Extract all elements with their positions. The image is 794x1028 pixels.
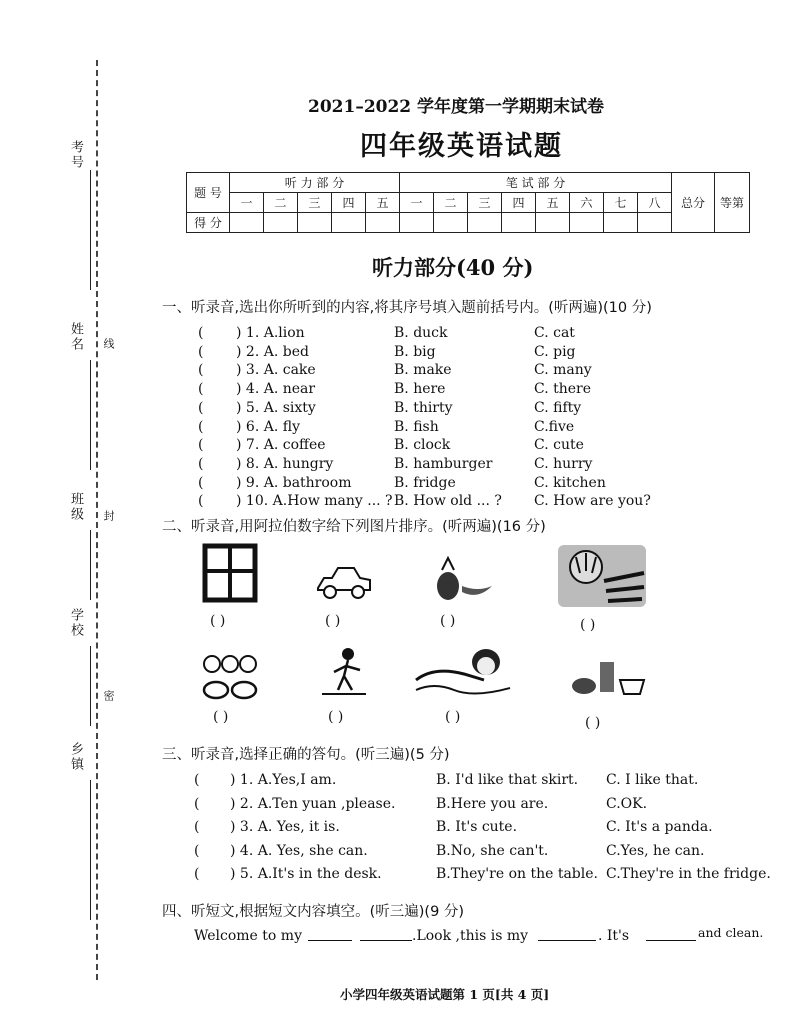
binding-margin xyxy=(0,0,150,1028)
section2-heading: 二、听录音,用阿拉伯数字给下列图片排序。(听两遍)(16 分) xyxy=(162,519,546,535)
town-label: 乡镇 xyxy=(68,742,83,772)
col-header: 六 xyxy=(570,193,604,213)
question-row xyxy=(194,772,774,790)
option-c: C. kitchen xyxy=(534,474,606,491)
school-line xyxy=(90,646,91,726)
exam-no-label: 考号 xyxy=(68,140,83,170)
option-a: ) 3. A. cake xyxy=(236,362,316,379)
option-c: C. fifty xyxy=(534,399,582,416)
answer-bracket[interactable]: ( xyxy=(198,362,204,379)
answer-bracket[interactable]: ( xyxy=(194,772,200,788)
answer-bracket[interactable]: ( xyxy=(198,381,204,398)
col-header: 三 xyxy=(298,193,332,213)
score-cell[interactable] xyxy=(638,213,672,233)
answer-blank[interactable]: ( ) xyxy=(585,715,601,731)
class-label: 班级 xyxy=(68,492,83,522)
answer-bracket[interactable]: ( xyxy=(198,325,204,341)
option-b: B. duck xyxy=(394,325,448,341)
answer-bracket[interactable]: ( xyxy=(198,418,204,435)
answer-blank[interactable]: ( ) xyxy=(440,613,456,629)
option-a: ) 9. A. bathroom xyxy=(236,474,352,491)
cut-mark: 封 xyxy=(102,510,115,521)
school-label: 学校 xyxy=(68,608,83,638)
listening-part-title: 听力部分(40 分) xyxy=(372,255,534,280)
question-row xyxy=(198,344,678,362)
option-b: B. fridge xyxy=(394,474,456,491)
grade-header: 等第 xyxy=(715,173,750,233)
fill-text: Welcome to my xyxy=(194,928,302,944)
exam-no-line xyxy=(90,170,91,290)
answer-blank[interactable]: ( ) xyxy=(580,617,596,633)
fill-text: . It's xyxy=(598,928,630,944)
option-a: ) 5. A.It's in the desk. xyxy=(230,866,382,882)
tiger-picture xyxy=(556,543,648,609)
fill-text: and clean. xyxy=(698,925,764,940)
answer-blank[interactable]: ( ) xyxy=(213,709,229,725)
exam-year-title: 2021–2022 学年度第一学期期末试卷 xyxy=(308,97,605,117)
section3-items xyxy=(194,772,774,892)
class-line xyxy=(90,530,91,600)
score-cell[interactable] xyxy=(570,213,604,233)
answer-bracket[interactable]: ( xyxy=(194,795,200,812)
answer-bracket[interactable]: ( xyxy=(198,343,204,360)
col-header: 八 xyxy=(638,193,672,213)
section4-heading: 四、听短文,根据短文内容填空。(听三遍)(9 分) xyxy=(162,904,465,920)
name-line xyxy=(90,360,91,470)
option-a: ) 6. A. fly xyxy=(236,418,300,435)
skating-girl-picture xyxy=(318,646,370,698)
option-c: C.OK. xyxy=(606,795,648,812)
answer-blank[interactable]: ( ) xyxy=(328,709,344,725)
answer-bracket[interactable]: ( xyxy=(194,866,200,882)
col-header: 七 xyxy=(604,193,638,213)
question-row xyxy=(198,400,678,418)
question-row xyxy=(194,819,774,837)
col-header: 五 xyxy=(366,193,400,213)
question-row xyxy=(198,493,678,511)
option-b: B. make xyxy=(394,362,452,379)
question-row xyxy=(198,362,678,380)
written-header: 笔 试 部 分 xyxy=(400,173,672,193)
question-row xyxy=(198,437,678,455)
page-footer: 小学四年级英语试题第 1 页[共 4 页] xyxy=(340,987,550,1002)
option-b: B. big xyxy=(394,343,436,360)
option-c: C.five xyxy=(534,418,575,435)
option-c: C.They're in the fridge. xyxy=(606,866,771,882)
option-c: C. cute xyxy=(534,437,584,454)
answer-blank[interactable]: ( ) xyxy=(325,613,341,629)
option-b: B. It's cute. xyxy=(436,819,518,835)
option-c: C. many xyxy=(534,362,592,379)
option-b: B.They're on the table. xyxy=(436,866,598,882)
answer-bracket[interactable]: ( xyxy=(194,842,200,859)
exam-title: 四年级英语试题 xyxy=(360,131,563,162)
option-c: C.Yes, he can. xyxy=(606,842,705,859)
answer-bracket[interactable]: ( xyxy=(198,455,204,472)
answer-bracket[interactable]: ( xyxy=(198,493,204,510)
col-header: 一 xyxy=(230,193,264,213)
col-header: 二 xyxy=(264,193,298,213)
col-header: 五 xyxy=(536,193,570,213)
question-row xyxy=(194,796,774,814)
col-header: 三 xyxy=(468,193,502,213)
option-c: C. hurry xyxy=(534,455,593,472)
cut-mark: 密 xyxy=(102,690,115,701)
score-cell[interactable] xyxy=(604,213,638,233)
score-cell[interactable] xyxy=(332,213,366,233)
answer-bracket[interactable]: ( xyxy=(194,819,200,835)
option-b: B. clock xyxy=(394,437,451,454)
answer-bracket[interactable]: ( xyxy=(198,474,204,491)
town-line xyxy=(90,780,91,920)
option-a: ) 5. A. sixty xyxy=(236,399,316,416)
total-header: 总分 xyxy=(672,173,715,233)
option-b: B. hamburger xyxy=(394,455,493,472)
option-a: ) 3. A. Yes, it is. xyxy=(230,819,340,835)
score-cell[interactable] xyxy=(434,213,468,233)
fill-blank[interactable] xyxy=(308,940,352,941)
score-cell[interactable] xyxy=(366,213,400,233)
question-row xyxy=(198,381,678,399)
row-label: 得 分 xyxy=(187,213,230,233)
section3-heading: 三、听录音,选择正确的答句。(听三遍)(5 分) xyxy=(162,747,450,763)
option-c: C. It's a panda. xyxy=(606,819,713,835)
food-picture xyxy=(570,656,646,700)
fill-blank[interactable] xyxy=(538,940,596,941)
section1-items xyxy=(198,325,678,515)
option-b: B. How old ... ? xyxy=(394,493,502,510)
option-c: C. cat xyxy=(534,325,575,341)
option-a: ) 4. A. Yes, she can. xyxy=(230,842,368,859)
row-label: 题 号 xyxy=(187,173,230,213)
option-c: C. I like that. xyxy=(606,772,699,788)
option-a: ) 1. A.lion xyxy=(236,325,305,341)
option-a: ) 8. A. hungry xyxy=(236,455,334,472)
answer-blank[interactable]: ( ) xyxy=(445,709,461,725)
score-cell[interactable] xyxy=(298,213,332,233)
fill-text: .Look ,this is my xyxy=(412,928,529,944)
option-c: C. pig xyxy=(534,343,576,360)
question-row xyxy=(194,866,774,884)
name-label: 姓名 xyxy=(68,322,83,352)
col-header: 一 xyxy=(400,193,434,213)
score-cell[interactable] xyxy=(264,213,298,233)
answer-bracket[interactable]: ( xyxy=(198,399,204,416)
answer-bracket[interactable]: ( xyxy=(198,437,204,454)
option-b: B. fish xyxy=(394,418,439,435)
question-row xyxy=(194,843,774,861)
score-cell[interactable] xyxy=(536,213,570,233)
option-b: B. here xyxy=(394,381,446,398)
question-row xyxy=(198,456,678,474)
fill-in-line xyxy=(194,925,774,950)
cut-mark: 线 xyxy=(102,338,115,349)
option-a: ) 2. A. bed xyxy=(236,343,309,360)
score-cell[interactable] xyxy=(230,213,264,233)
col-header: 四 xyxy=(502,193,536,213)
fill-blank[interactable] xyxy=(360,940,412,941)
question-row xyxy=(198,475,678,493)
swimming-girl-picture xyxy=(414,646,512,696)
score-cell[interactable] xyxy=(468,213,502,233)
score-cell[interactable] xyxy=(502,213,536,233)
option-b: B.Here you are. xyxy=(436,795,549,812)
fruit-basket-picture xyxy=(202,652,258,702)
option-a: ) 7. A. coffee xyxy=(236,437,326,454)
option-c: C. there xyxy=(534,381,592,398)
col-header: 二 xyxy=(434,193,468,213)
fruit-picture xyxy=(432,556,494,602)
cut-line xyxy=(96,60,98,980)
car-picture xyxy=(314,560,374,602)
score-table xyxy=(186,172,750,233)
section1-heading: 一、听录音,选出你所听到的内容,将其序号填入题前括号内。(听两遍)(10 分) xyxy=(162,300,652,316)
option-a: ) 2. A.Ten yuan ,please. xyxy=(230,795,396,812)
fill-blank[interactable] xyxy=(646,940,696,941)
score-cell[interactable] xyxy=(400,213,434,233)
option-b: B. I'd like that skirt. xyxy=(436,772,579,788)
question-row xyxy=(198,325,678,343)
option-b: B. thirty xyxy=(394,399,453,416)
option-a: ) 1. A.Yes,I am. xyxy=(230,772,337,788)
answer-blank[interactable]: ( ) xyxy=(210,613,226,629)
option-a: ) 10. A.How many ... ? xyxy=(236,493,393,510)
listen-header: 听 力 部 分 xyxy=(230,173,400,193)
option-c: C. How are you? xyxy=(534,493,651,510)
col-header: 四 xyxy=(332,193,366,213)
window-picture xyxy=(202,543,258,603)
question-row xyxy=(198,419,678,437)
option-a: ) 4. A. near xyxy=(236,381,316,398)
option-b: B.No, she can't. xyxy=(436,842,549,859)
